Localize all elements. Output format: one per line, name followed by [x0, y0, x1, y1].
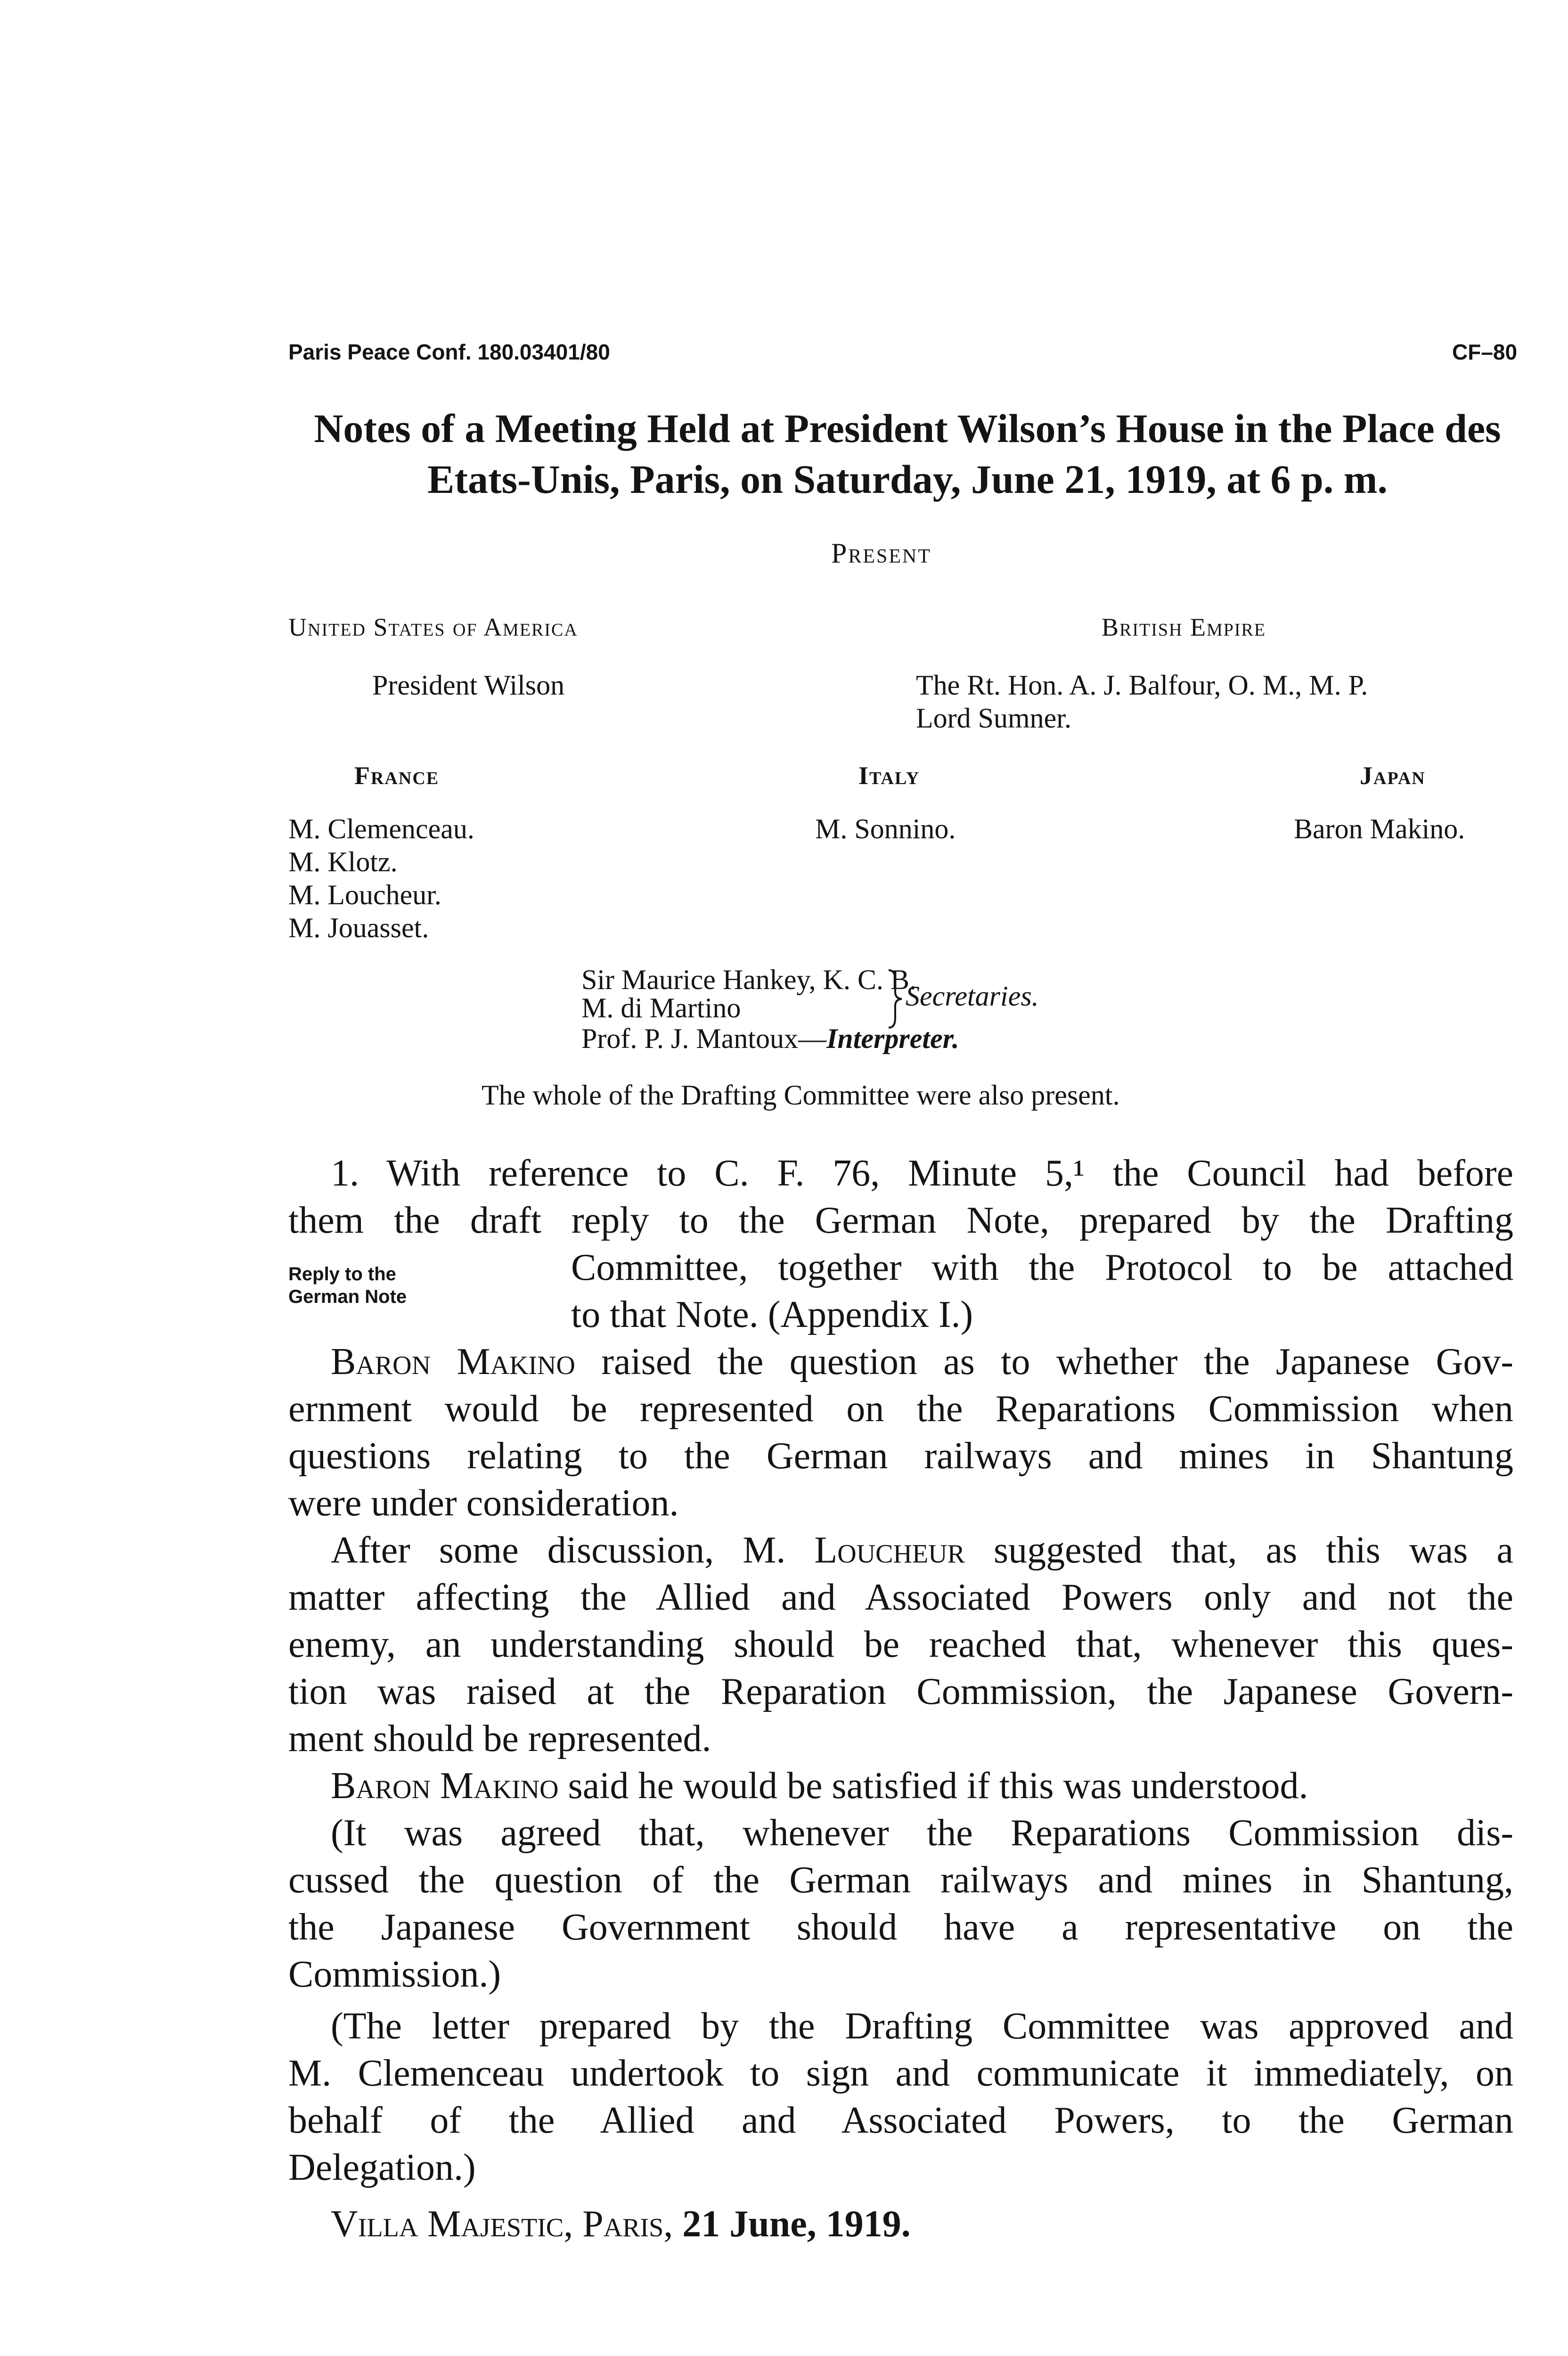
signature-line — [288, 2201, 1513, 2248]
country-france: France — [354, 761, 440, 790]
margin-note-line-0: Reply to the — [288, 1264, 396, 1284]
p3-line-0 — [288, 1527, 1513, 1574]
p5-line-0: (It was agreed that, whenever the Reparations Commission dis- — [331, 1812, 1513, 1854]
signature — [288, 2201, 1513, 2248]
interpreter — [581, 1023, 959, 1055]
paragraph-3 — [288, 1527, 1513, 1762]
p4-text: said he would be satisfied if this was understood. — [558, 1765, 1308, 1807]
p3-line-1: matter affecting the Allied and Associated Powers only and not the — [288, 1577, 1513, 1618]
p1-line-0: 1. With reference to C. F. 76, Minute 5,¹ the Council had before — [331, 1153, 1513, 1194]
country-british-empire: British Empire — [1102, 613, 1266, 641]
p6-line-2: behalf of the Allied and Associated Powers, to the German — [288, 2100, 1513, 2141]
member-france-0: M. Clemenceau. — [288, 813, 474, 844]
p5-line-3: Commission.) — [288, 1954, 501, 1995]
document-code: CF–80 — [1452, 340, 1518, 364]
secretary-0: Sir Maurice Hankey, K. C. B. — [581, 964, 916, 995]
signature-date: 21 June, 1919. — [682, 2203, 911, 2245]
p3-line-4: ment should be represented. — [288, 1718, 711, 1759]
p2-text-0: raised the question as to whether the Japanese Gov- — [575, 1341, 1513, 1383]
page-title: Notes of a Meeting Held at President Wilson’s House in the Place des Etats-Unis, Paris, on Saturday, June 21, 1919, at 6 p. m. — [314, 406, 1501, 502]
secretary-1: M. di Martino — [581, 992, 741, 1023]
member-italy-0: M. Sonnino. — [815, 813, 956, 844]
document-reference: Paris Peace Conf. 180.03401/80 — [288, 340, 610, 364]
p2-speaker: Baron Makino — [331, 1341, 575, 1383]
member-us-0: President Wilson — [372, 670, 565, 701]
p5-line-2: the Japanese Government should have a representative on the — [288, 1906, 1513, 1948]
signature-place: Villa Majestic, Paris, — [331, 2203, 673, 2245]
p3-lead: After some discussion, M. — [331, 1530, 815, 1571]
paragraph-5 — [288, 1809, 1513, 1998]
margin-note — [288, 1263, 407, 1308]
interpreter-label: Interpreter. — [826, 1023, 959, 1054]
member-france-2: M. Loucheur. — [288, 879, 441, 910]
p3-speaker: Loucheur — [814, 1530, 965, 1571]
member-japan-0: Baron Makino. — [1294, 813, 1465, 844]
interpreter-name: Prof. P. J. Mantoux— — [581, 1023, 827, 1054]
member-france-1: M. Klotz. — [288, 846, 398, 877]
p2-line-3: were under consideration. — [288, 1482, 679, 1524]
paragraph-1 — [288, 1150, 1513, 1338]
member-france-3: M. Jouasset. — [288, 912, 429, 943]
present-heading: Present — [831, 538, 932, 569]
member-british-0: The Rt. Hon. A. J. Balfour, O. M., M. P. — [916, 670, 1368, 701]
p4-speaker: Baron Makino — [331, 1765, 559, 1807]
drafting-committee-note: The whole of the Drafting Committee were also present. — [482, 1080, 1120, 1111]
p1-line-3: to that Note. (Appendix I.) — [571, 1294, 973, 1335]
paragraph-6 — [288, 2003, 1513, 2191]
p4-line-0 — [288, 1762, 1513, 1809]
p1-line-2: Committee, together with the Protocol to be attached — [571, 1247, 1513, 1288]
paragraph-2 — [288, 1338, 1513, 1527]
p6-line-1: M. Clemenceau undertook to sign and communicate it immediately, on — [288, 2053, 1513, 2094]
p3-line-2: enemy, an understanding should be reached that, whenever this ques- — [288, 1624, 1513, 1665]
secretaries-label: Secretaries. — [906, 981, 1039, 1012]
paragraph-4 — [288, 1762, 1513, 1809]
p1-line-1: them the draft reply to the German Note, prepared by the Drafting — [288, 1200, 1513, 1241]
member-british-1: Lord Sumner. — [916, 703, 1071, 734]
country-italy: Italy — [858, 761, 920, 790]
margin-note-line-1: German Note — [288, 1286, 407, 1307]
p2-line-0 — [288, 1338, 1513, 1385]
country-united-states: United States of America — [288, 613, 578, 641]
p5-line-1: cussed the question of the German railways and mines in Shantung, — [288, 1859, 1513, 1901]
p2-line-2: questions relating to the German railways and mines in Shantung — [288, 1435, 1513, 1477]
p3-text-0: suggested that, as this was a — [964, 1530, 1513, 1571]
country-japan: Japan — [1360, 761, 1426, 790]
secretaries-brace — [887, 968, 906, 1030]
p2-line-1: ernment would be represented on the Reparations Commission when — [288, 1388, 1513, 1430]
p6-line-0: (The letter prepared by the Drafting Committee was approved and — [331, 2005, 1513, 2047]
p6-line-3: Delegation.) — [288, 2147, 476, 2188]
p3-line-3: tion was raised at the Reparation Commission, the Japanese Govern- — [288, 1671, 1513, 1712]
